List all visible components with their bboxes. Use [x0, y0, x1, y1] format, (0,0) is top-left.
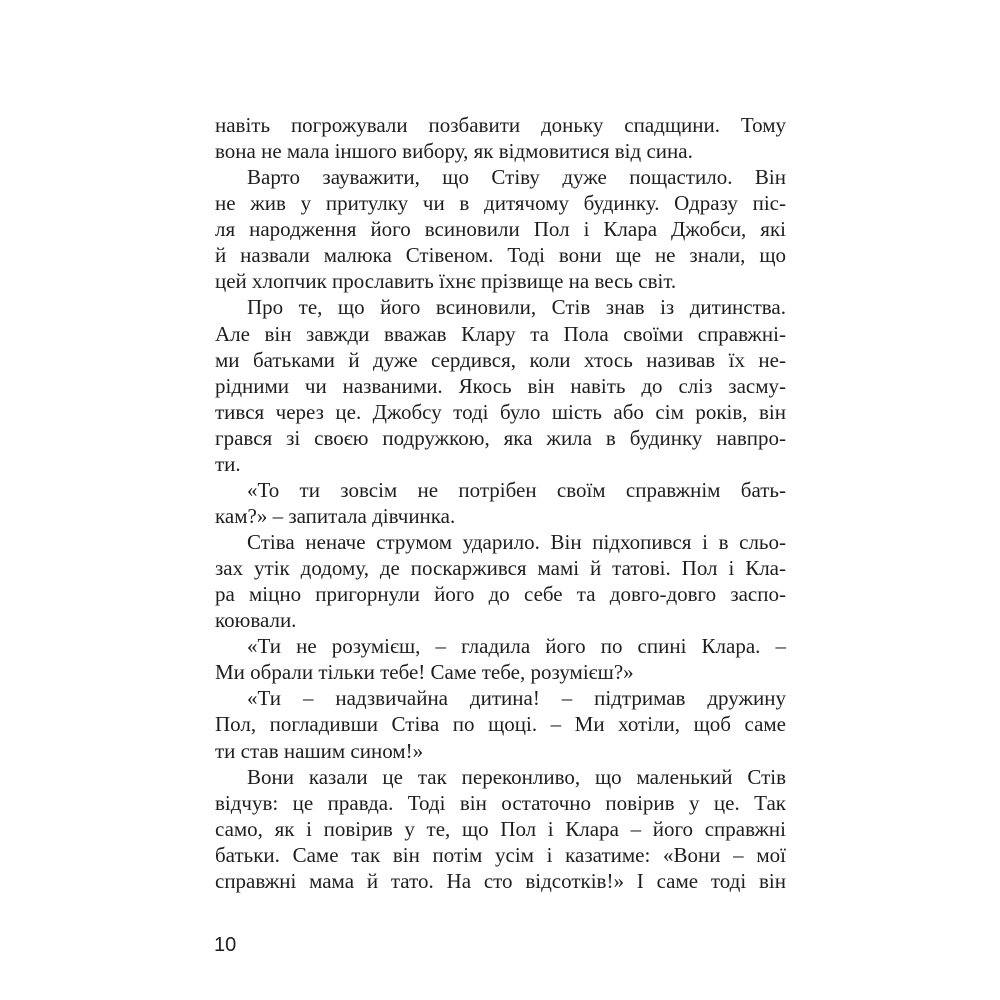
text-line: рідними чи названими. Якось він навіть до сліз засму-: [215, 373, 786, 398]
text-line: справжні мама й тато. На сто відсотків!» І саме тоді він: [215, 868, 786, 893]
text-line: ля народження його всиновили Пол і Клара Джобси, які: [215, 217, 786, 242]
text-line: «Ти – надзвичайна дитина! – підтримав дружину: [247, 686, 786, 711]
text-line: Вони казали це так переконливо, що маленький Стів: [247, 764, 786, 789]
text-line: навіть погрожували позбавити доньку спадщини. Тому: [215, 113, 786, 137]
text-line: й назвали малюка Стівеном. Тоді вони ще не знали, що: [215, 243, 786, 268]
text-line: цей хлопчик прославить їхнє прізвище на весь світ.: [215, 269, 677, 294]
page-number: 10: [214, 934, 237, 956]
text-line: не жив у притулку чи в дитячому будинку. Одразу піс-: [215, 191, 786, 216]
text-line: ра міцно пригорнули його до себе та довго-довго заспо-: [215, 582, 786, 607]
text-line: Ми обрали тільки тебе! Саме тебе, розумієш?»: [215, 660, 634, 685]
text-line: Пол, погладивши Стіва по щоці. – Ми хотіли, щоб саме: [215, 712, 786, 737]
body-text: [215, 112, 786, 894]
text-line: ми батьками й дуже сердився, коли хтось називав їх не-: [215, 347, 786, 372]
text-line: кам?» – запитала дівчинка.: [215, 503, 456, 528]
text-line: Варто зауважити, що Стіву дуже пощастило. Він: [247, 165, 786, 190]
text-line: ти став нашим сином!»: [215, 738, 424, 763]
text-line: Але він завжди вважав Клару та Пола своїми справжні-: [215, 321, 786, 346]
text-line: ти.: [215, 451, 241, 476]
text-line: зах утік додому, де поскаржився мамі й татові. Пол і Кла-: [215, 556, 786, 581]
text-line: Про те, що його всиновили, Стів знав із дитинства.: [247, 295, 786, 320]
text-line: батьки. Саме так він потім усім і казатиме: «Вони – мої: [215, 842, 786, 867]
text-line: «То ти зовсім не потрібен своїм справжнім бать-: [247, 477, 786, 502]
text-line: відчув: це правда. Тоді він остаточно повірив у це. Так: [215, 790, 786, 815]
text-line: коювали.: [215, 608, 297, 633]
text-line: само, як і повірив у те, що Пол і Клара – його справжні: [215, 816, 786, 841]
text-line: «Ти не розумієш, – гладила його по спині Клара. –: [247, 634, 786, 659]
text-line: тився через це. Джобсу тоді було шість або сім років, він: [215, 399, 786, 424]
text-line: грався зі своєю подружкою, яка жила в будинку навпро-: [215, 425, 786, 450]
text-line: вона не мала іншого вибору, як відмовитися від сина.: [215, 139, 693, 164]
text-line: Стіва неначе струмом ударило. Він підхопився і в сльо-: [247, 530, 786, 554]
